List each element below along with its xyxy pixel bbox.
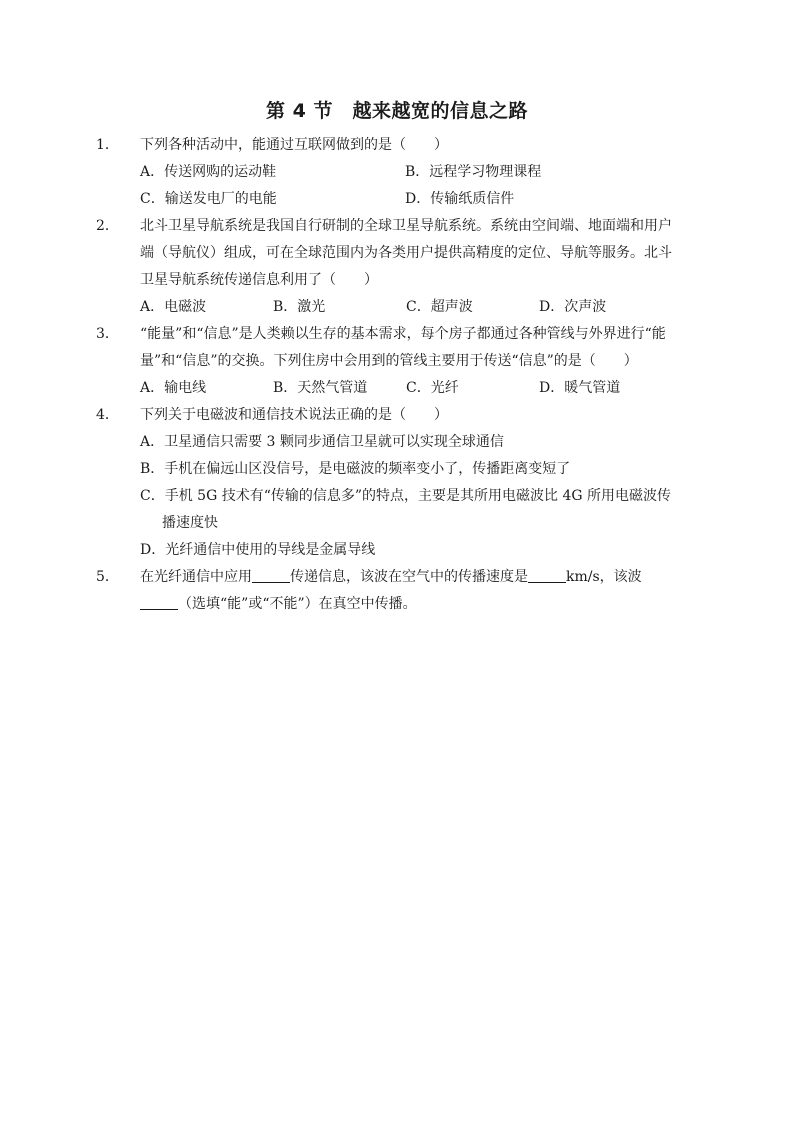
question-number: 3． — [96, 326, 119, 342]
option-a: A．输电线 — [140, 380, 207, 396]
question-text-part-2: 传递信息，该波在空气中的传播速度是 — [290, 569, 528, 585]
option-b: B．激光 — [273, 299, 326, 315]
option-c: C．输送发电厂的电能 — [140, 191, 277, 207]
answer-blank-2[interactable] — [528, 566, 566, 583]
option-d: D．暖气管道 — [539, 380, 621, 396]
page-title: 第 4 节 越来越宽的信息之路 — [266, 100, 528, 122]
question-4 — [96, 402, 678, 564]
option-b: B．手机在偏远山区没信号，是电磁波的频率变小了，传播距离变短了 — [140, 461, 571, 477]
question-text-part-3: km/s，该波 — [566, 569, 642, 585]
question-3 — [96, 321, 678, 402]
question-text: 下列关于电磁波和通信技术说法正确的是（ ） — [140, 407, 448, 423]
question-number: 1． — [96, 137, 119, 153]
answer-blank-3[interactable] — [140, 593, 178, 610]
option-b: B．远程学习物理课程 — [405, 164, 542, 180]
question-text: 下列各种活动中，能通过互联网做到的是（ ） — [140, 137, 448, 153]
option-c: C．手机 5G 技术有“传输的信息多”的特点，主要是其所用电磁波比 4G 所用电磁波传播速度快 — [140, 488, 672, 531]
option-a: A．电磁波 — [140, 299, 207, 315]
answer-blank-1[interactable] — [252, 566, 290, 583]
question-list — [96, 132, 678, 618]
option-c: C．超声波 — [406, 299, 473, 315]
option-c: C．光纤 — [406, 380, 459, 396]
question-text: “能量”和“信息”是人类赖以生存的基本需求，每个房子都通过各种管线与外界进行“能量”和“信息”的交换。下列住房中会用到的管线主要用于传送“信息”的是（ ） — [140, 326, 666, 369]
question-text-part-1: 在光纤通信中应用 — [140, 569, 252, 585]
question-text: 北斗卫星导航系统是我国自行研制的全球卫星导航系统。系统由空间端、地面端和用户端（导航仪）组成，可在全球范围内为各类用户提供高精度的定位、导航等服务。北斗卫星导航系统传递信息利用了（ ） — [140, 218, 672, 288]
question-5 — [96, 564, 678, 618]
question-number: 5． — [96, 569, 119, 585]
question-number: 2． — [96, 218, 119, 234]
option-d: D．传输纸质信件 — [405, 191, 515, 207]
question-number: 4． — [96, 407, 119, 423]
question-2 — [96, 213, 678, 321]
option-b: B．天然气管道 — [273, 380, 368, 396]
option-a: A．传送网购的运动鞋 — [140, 164, 277, 180]
option-d: D．次声波 — [539, 299, 607, 315]
question-1 — [96, 132, 678, 213]
question-text-part-4: （选填“能”或“不能”）在真空中传播。 — [178, 596, 417, 612]
option-d: D．光纤通信中使用的导线是金属导线 — [140, 542, 376, 558]
option-a: A．卫星通信只需要 3 颗同步通信卫星就可以实现全球通信 — [140, 434, 504, 450]
